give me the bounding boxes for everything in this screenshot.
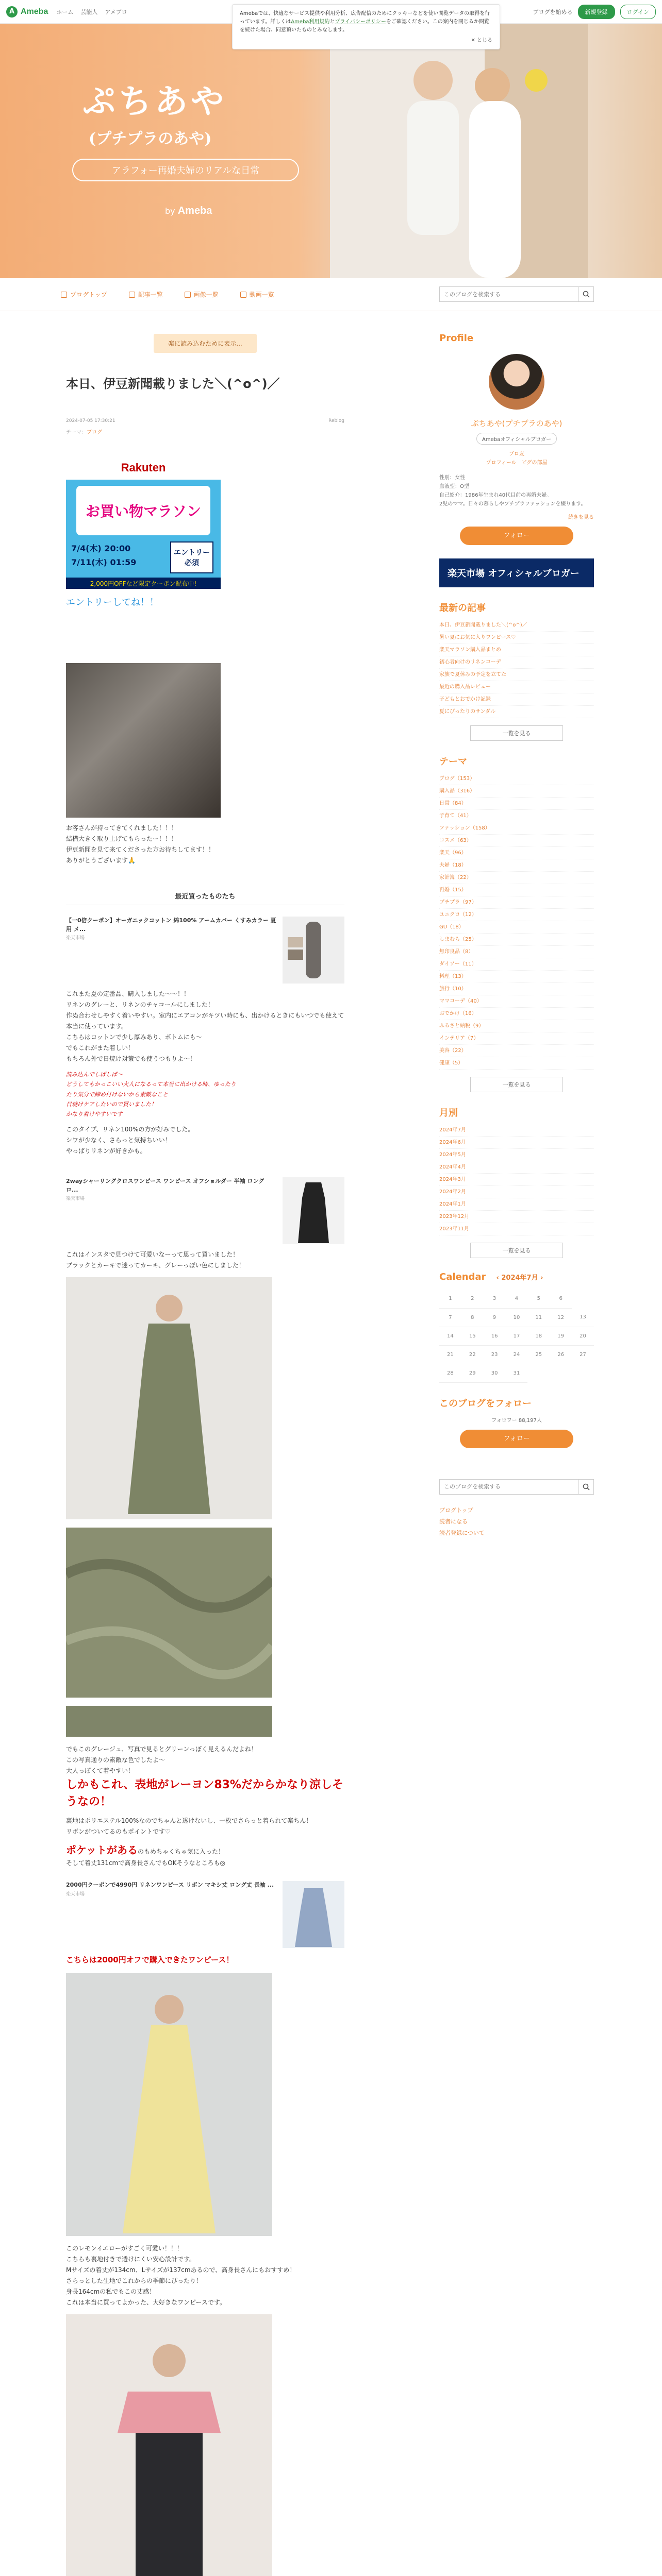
- recent-article-link[interactable]: 最近の購入品レビュー: [439, 681, 594, 693]
- cookie-text-middle: と: [329, 19, 335, 25]
- month-link[interactable]: 2024年6月: [439, 1137, 594, 1149]
- calendar-day[interactable]: 16: [484, 1327, 506, 1345]
- terms-link[interactable]: Ameba利用規約: [291, 19, 330, 25]
- cookie-close-button[interactable]: ✕ とじる: [471, 38, 492, 43]
- nav-image-list-label: 画像一覧: [193, 291, 219, 298]
- article-text-7: のもめちゃくちゃ気に入った！ そして着丈131cmで高身長さんでもOKそうなところも◎: [66, 1848, 225, 1867]
- calendar-day[interactable]: 15: [461, 1327, 484, 1345]
- calendar-day[interactable]: 1: [439, 1290, 461, 1308]
- recent-article-link[interactable]: 子どもとおでかけ記録: [439, 693, 594, 706]
- sidebar-search-button[interactable]: [578, 1480, 593, 1494]
- buro-tomo-link[interactable]: ブロ友: [509, 451, 524, 457]
- search-button[interactable]: [578, 287, 593, 301]
- pill-wrap: [66, 334, 344, 353]
- article-text-4: これはインスタで見つけて可愛いなーって思って買いました！ ブラックとカーキで迷ってカーキ、グレーっぽい色にしました！: [66, 1251, 245, 1269]
- top-nav-ameblo[interactable]: アメブロ: [105, 8, 127, 15]
- product-shop: 楽天市場: [66, 936, 85, 941]
- profile-heading: Profile: [439, 333, 474, 344]
- sidebar-search-input[interactable]: [440, 1480, 578, 1494]
- product-image: [283, 1177, 344, 1244]
- article-big-red: しかもこれ、表地がレーヨン83%だからかなり涼しそうなの！: [66, 1778, 343, 1809]
- calendar-day[interactable]: 17: [506, 1327, 528, 1345]
- official-label: Amebaオフィシャルブロガー: [476, 433, 557, 445]
- calendar-day[interactable]: 8: [461, 1308, 484, 1327]
- yellow-onepiece-photo: [66, 1973, 272, 2236]
- logo-text: Ameba: [21, 7, 48, 16]
- top-bar-right: [533, 5, 656, 19]
- calendar-week: [439, 1364, 594, 1382]
- calendar-day[interactable]: 21: [439, 1345, 461, 1364]
- calendar-heading: Calendar: [439, 1272, 486, 1282]
- main-article: [66, 319, 344, 2576]
- profile-detail: 性別：女性 血液型：O型 自己紹介：1986年生まれ40代目前の再婚夫婦。 2児のママ。日々の暮らしやプチプラファッションを綴ります。: [439, 475, 586, 507]
- footer-link-reader[interactable]: 読者になる: [439, 1518, 468, 1525]
- calendar-month-label: 2024年7月: [501, 1274, 538, 1282]
- calendar-day[interactable]: 12: [550, 1308, 572, 1327]
- product-text: [66, 1881, 276, 1898]
- profile-name[interactable]: ぷちあや(プチプラのあや): [471, 419, 562, 428]
- month-link[interactable]: 2024年1月: [439, 1198, 594, 1211]
- month-heading: 月別: [439, 1108, 458, 1118]
- month-link[interactable]: 2024年7月: [439, 1124, 594, 1137]
- fabric-strip-photo: [66, 1706, 272, 1737]
- top-nav-celebrity[interactable]: 芸能人: [80, 8, 98, 15]
- follower-count: フォロワー 88,197人: [491, 1417, 542, 1423]
- calendar-table: [439, 1290, 594, 1383]
- theme-link[interactable]: 無印良品（8）: [439, 946, 594, 958]
- month-link[interactable]: 2024年5月: [439, 1149, 594, 1161]
- nav-entry-list-label: 記事一覧: [138, 291, 163, 298]
- theme-link[interactable]: 家計簿（22）: [439, 872, 594, 884]
- product-name: 【一0倍クーポン】オーガニックコットン 綿100% アームカバー くすみカラー 夏用 メ...: [66, 917, 276, 933]
- calendar-day[interactable]: 11: [527, 1308, 550, 1327]
- calendar-week: [439, 1290, 594, 1308]
- sidebar-search: [439, 1479, 594, 1495]
- header-subtitle: (プチプラのあや): [89, 130, 212, 148]
- article-date: 2024-07-05 17:30:21: [66, 418, 115, 423]
- month-see-all[interactable]: 一覧を見る: [470, 1243, 563, 1258]
- nav-video-list-label: 動画一覧: [249, 291, 274, 298]
- theme-link[interactable]: 子育て（41）: [439, 810, 594, 822]
- product-image: [283, 1881, 344, 1948]
- search-icon: [583, 291, 590, 298]
- calendar-day[interactable]: 26: [550, 1345, 572, 1364]
- article-red-text-1: 読み込んでしばしば〜 どうしてもかっこいい大人になるって本当に出かける時、ゆったり たり気分で締め付けないから素敵なこと 日焼けケアしたいので買いました！ かなり着けやすいです: [66, 1071, 236, 1117]
- header-couple-photo: [330, 24, 588, 278]
- product-text: [66, 1177, 276, 1203]
- calendar-day[interactable]: 14: [439, 1327, 461, 1345]
- recent-list: [439, 619, 594, 718]
- recent-article-link[interactable]: 楽天マラソン購入品まとめ: [439, 644, 594, 656]
- header-brand: Ameba: [177, 205, 212, 216]
- header-tagline: アラフォー再婚夫婦のリアルな日常: [72, 159, 299, 181]
- calendar-day[interactable]: 19: [550, 1327, 572, 1345]
- official-badge: [439, 433, 594, 445]
- cookie-close-label: とじる: [477, 38, 492, 43]
- cookie-text-before: Amebaでは、快適なサービス提供や利用分析、広告配信のためにクッキーなどを使い閲覧データの取得を行っています。詳しくは: [240, 11, 490, 25]
- blog-search-input[interactable]: [440, 287, 578, 301]
- theme-link[interactable]: ユニクロ（12）: [439, 909, 594, 921]
- calendar-month[interactable]: ‹ 2024年7月 ›: [496, 1274, 543, 1282]
- rakuten-logo: Rakuten: [66, 456, 221, 480]
- article-theme: [66, 428, 344, 435]
- calendar-day[interactable]: 18: [527, 1327, 550, 1345]
- recent-see-all[interactable]: 一覧を見る: [470, 725, 563, 741]
- theme-link[interactable]: コスメ（63）: [439, 835, 594, 847]
- month-link[interactable]: 2023年12月: [439, 1211, 594, 1223]
- blog-search: [439, 286, 594, 302]
- theme-link[interactable]: しまむら（25）: [439, 934, 594, 946]
- sidebar: [439, 319, 594, 1539]
- theme-link[interactable]: おでかけ（16）: [439, 1008, 594, 1020]
- article-text-6: 裏地はポリエステル100%なのでちゃんと透けないし、一枚でさらっと着られて楽ちん！ リボンがついてるのもポイントです♡: [66, 1817, 312, 1836]
- article-meta: [66, 418, 344, 423]
- rakuten-marathon-banner[interactable]: [66, 456, 221, 589]
- onepiece-photo: [66, 1277, 272, 1519]
- product-shop: 楽天市場: [66, 1196, 85, 1202]
- recent-article-link[interactable]: 初心者向けのリネンコーデ: [439, 656, 594, 669]
- home-icon: [61, 292, 67, 298]
- marathon-coupon: 2,000円OFFなど限定クーポン配布中!: [66, 578, 221, 589]
- theme-link[interactable]: ふるさと納税（9）: [439, 1020, 594, 1032]
- pocket-highlight: ポケットがある: [66, 1844, 138, 1857]
- theme-see-all[interactable]: 一覧を見る: [470, 1077, 563, 1092]
- calendar-day[interactable]: 30: [484, 1364, 506, 1382]
- nav-entry-list[interactable]: [129, 290, 163, 299]
- profile-more-link[interactable]: 続きを見る: [568, 515, 594, 520]
- calendar-day[interactable]: 4: [506, 1290, 528, 1308]
- theme-label: テーマ：: [66, 430, 87, 435]
- avatar[interactable]: [489, 354, 544, 410]
- calendar-day[interactable]: 2: [461, 1290, 484, 1308]
- image-icon: [185, 292, 191, 298]
- search-icon: [583, 1483, 590, 1490]
- product-card-linen-onepiece[interactable]: [66, 1881, 344, 1948]
- product-card-cross-onepiece[interactable]: [66, 1177, 344, 1244]
- top-nav: [56, 8, 127, 16]
- month-link[interactable]: 2024年3月: [439, 1174, 594, 1186]
- theme-link[interactable]: ダイソー（11）: [439, 958, 594, 971]
- nav-video-list[interactable]: [240, 290, 274, 299]
- month-link[interactable]: 2024年2月: [439, 1186, 594, 1198]
- calendar-day[interactable]: 23: [484, 1345, 506, 1364]
- theme-link[interactable]: 健康（5）: [439, 1057, 594, 1070]
- cookie-text-after: をご確認ください。この案内を閉じるか閲覧を続けた場合、同意頂いたものとみなします。: [240, 19, 489, 33]
- register-button[interactable]: 新規登録: [578, 5, 615, 19]
- article-text-5: でもこのグレージュ、写真で見るとグリーンっぽく見えるんだよね！ この写真通りの素敵な色でしたよ〜 大人っぽくて着やすい！: [66, 1745, 257, 1775]
- article-text-2: これまた夏の定番品、購入しました〜〜！！ リネンのグレーと、リネンのチャコールにしました！ 作ぬ合わせしやすく着いやすい。室内にエアコンがキツい時にも、出かけるときにもいつでも使えて本当に使っています。 こちらはコットンで少し厚みあり、ボトムにも〜 でもこれがまた着しい！ もちろん外で日焼け対策でも使うつもりよ〜！: [66, 990, 344, 1062]
- recent-purchases-heading: 最近買ったものたち: [66, 891, 344, 905]
- theme-link[interactable]: ママコーデ（40）: [439, 995, 594, 1008]
- read-more-pill[interactable]: 楽に読み込むために表示...: [154, 334, 256, 353]
- product-shop: 楽天市場: [66, 1891, 85, 1897]
- theme-link[interactable]: 日常（84）: [439, 798, 594, 810]
- header-by-label: by: [165, 206, 175, 216]
- nav-blog-top-label: ブログトップ: [70, 291, 107, 298]
- theme-link[interactable]: ブログ（153）: [439, 773, 594, 785]
- theme-list: [439, 773, 594, 1070]
- profile-link[interactable]: プロフィール ピグの部屋: [486, 460, 548, 466]
- theme-link[interactable]: ファッション（158）: [439, 822, 594, 835]
- login-button[interactable]: ログイン: [620, 5, 656, 19]
- ameba-logo-icon: A: [6, 6, 18, 18]
- recent-article-link[interactable]: 家族で夏休みの予定を立てた: [439, 669, 594, 681]
- follow-button-bottom[interactable]: フォロー: [460, 1430, 573, 1448]
- calendar-day[interactable]: 22: [461, 1345, 484, 1364]
- recent-heading: 最新の記事: [439, 603, 486, 614]
- theme-link[interactable]: ブログ: [87, 430, 102, 435]
- article-text-8: このレモンイエローがすごく可愛い！！！ こちらも裏地付きで透けにくい安心設計です。 Mサイズの着丈が134cm、Lサイズが137cmあるので、高身長さんにもおすすめ！ さらっとした生地でこれからの季節にぴったり！ 身長164cmの私でもこの丈感！ これは本当に買ってよかった、大好きなワンピースです。: [66, 2244, 296, 2306]
- product-card-arm-cover[interactable]: [66, 917, 344, 984]
- product-image: [283, 917, 344, 984]
- coupon-line: こちらは2000円オフで購入できたワンピース！: [66, 1955, 234, 1965]
- theme-link[interactable]: GU（18）: [439, 921, 594, 934]
- marathon-title: お買い物マラソン: [76, 486, 210, 535]
- marathon-date-start: 7/4(木) 20:00: [71, 544, 131, 553]
- calendar-header: [439, 1272, 594, 1282]
- entry-link[interactable]: エントリーしてね！！: [66, 597, 159, 608]
- reblog-button[interactable]: Reblog: [328, 418, 344, 423]
- theme-link[interactable]: 夫婦（18）: [439, 859, 594, 872]
- month-link[interactable]: 2023年11月: [439, 1223, 594, 1235]
- profile-links: [439, 450, 594, 467]
- calendar-day[interactable]: 25: [527, 1345, 550, 1364]
- calendar-day[interactable]: 29: [461, 1364, 484, 1382]
- cookie-banner: [232, 4, 500, 49]
- theme-link[interactable]: 楽天（96）: [439, 847, 594, 859]
- theme-heading: テーマ: [439, 756, 467, 767]
- fabric-closeup-photo: [66, 1528, 272, 1698]
- marathon-entry-badge: エントリー必須: [170, 541, 213, 573]
- article-text-1: お客さんが持ってきてくれました！！！ 結構大きく取り上げてもらったー！！！ 伊豆新聞を見て来てくださった方お待ちしてます！！ ありがとうございます🙏: [66, 824, 215, 864]
- calendar-day[interactable]: 9: [484, 1308, 506, 1327]
- calendar-week: [439, 1308, 594, 1327]
- calendar-day[interactable]: 6: [550, 1290, 572, 1308]
- calendar-week: [439, 1327, 594, 1345]
- calendar-day[interactable]: 3: [484, 1290, 506, 1308]
- footer-link-top[interactable]: ブログトップ: [439, 1506, 473, 1514]
- nav-image-list[interactable]: [185, 290, 219, 299]
- calendar-day[interactable]: 27: [572, 1345, 594, 1364]
- calendar-day[interactable]: 31: [506, 1364, 528, 1382]
- product-text: [66, 917, 276, 942]
- theme-link[interactable]: 購入品（316）: [439, 785, 594, 798]
- theme-link[interactable]: インテリア（7）: [439, 1032, 594, 1045]
- calendar-day[interactable]: 20: [572, 1327, 594, 1345]
- calendar-day[interactable]: 13: [572, 1308, 594, 1327]
- sidebar-footer-links: [439, 1505, 594, 1539]
- marathon-date-end: 7/11(木) 01:59: [71, 557, 137, 568]
- header-by-ameba: [165, 205, 212, 217]
- pink-blouse-photo: [66, 2314, 272, 2576]
- calendar-day[interactable]: 7: [439, 1308, 461, 1327]
- article-text-3: このタイプ、リネン100%の方が好みでした。 シワが少なく、さらっと気持ちいい！ やっぱりリネンが好きかも。: [66, 1126, 194, 1155]
- theme-link[interactable]: プチプラ（97）: [439, 896, 594, 909]
- article-title: 本日、伊豆新聞載りました＼(^o^)／: [66, 377, 280, 391]
- calendar-week: [439, 1345, 594, 1364]
- calendar-day[interactable]: 24: [506, 1345, 528, 1364]
- header-title: ぷちあや: [82, 82, 227, 121]
- theme-link[interactable]: 旅行（10）: [439, 983, 594, 995]
- product-name: 2000円クーポンで4990円 リネンワンピース リボン マキシ丈 ロング丈 長袖 ...: [66, 1882, 274, 1889]
- pocket-line: [66, 1842, 344, 1869]
- footer-link-reader-info[interactable]: 読者登録について: [439, 1529, 485, 1536]
- rakuten-official-ad[interactable]: 楽天市場 オフィシャルブロガー: [439, 558, 594, 587]
- recent-article-link[interactable]: 暑い夏にお気に入りワンピース♡: [439, 632, 594, 644]
- newspaper-photo: [66, 663, 221, 818]
- marathon-dates: [71, 541, 164, 569]
- recent-article-link[interactable]: 本日、伊豆新聞載りました＼(^o^)／: [439, 619, 594, 632]
- nav-blog-top[interactable]: [61, 290, 107, 299]
- calendar-day[interactable]: 5: [527, 1290, 550, 1308]
- video-icon: [240, 292, 246, 298]
- month-link[interactable]: 2024年4月: [439, 1161, 594, 1174]
- calendar-day[interactable]: 10: [506, 1308, 528, 1327]
- top-nav-home[interactable]: ホーム: [56, 8, 74, 15]
- follow-button[interactable]: フォロー: [460, 527, 573, 545]
- theme-link[interactable]: 再婚（15）: [439, 884, 594, 896]
- ameba-logo[interactable]: [6, 6, 48, 18]
- theme-link[interactable]: 料理（13）: [439, 971, 594, 983]
- blog-create-link[interactable]: ブログを始める: [533, 8, 573, 15]
- privacy-link[interactable]: プライバシーポリシー: [335, 19, 386, 25]
- list-icon: [129, 292, 135, 298]
- blog-header[interactable]: [0, 24, 662, 278]
- month-list: [439, 1124, 594, 1235]
- calendar-day[interactable]: 28: [439, 1364, 461, 1382]
- theme-link[interactable]: 美容（22）: [439, 1045, 594, 1057]
- follow-heading: このブログをフォロー: [439, 1398, 532, 1409]
- product-name: 2wayシャーリングクロスワンピース ワンピース オフショルダー 半袖 ロング ロ...: [66, 1178, 264, 1193]
- recent-article-link[interactable]: 夏にぴったりのサンダル: [439, 706, 594, 718]
